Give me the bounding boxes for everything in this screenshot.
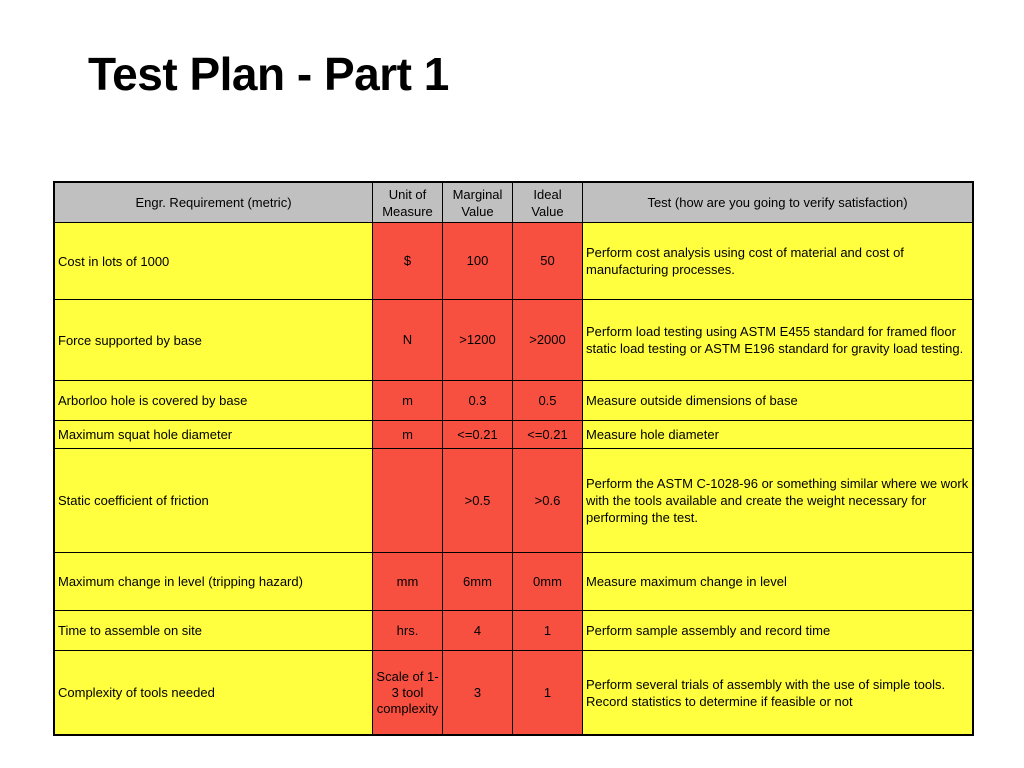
marginal-cell: 4 [443,611,513,651]
ideal-cell: 50 [513,223,583,300]
unit-cell: $ [373,223,443,300]
requirement-cell: Maximum squat hole diameter [55,421,373,449]
unit-cell: Scale of 1-3 tool complexity [373,651,443,735]
unit-cell: mm [373,553,443,611]
marginal-cell: >0.5 [443,449,513,553]
test-cell: Measure maximum change in level [583,553,973,611]
slide-title: Test Plan - Part 1 [88,48,449,100]
marginal-cell: 0.3 [443,381,513,421]
header-test: Test (how are you going to verify satisfaction) [583,183,973,223]
header-ideal: Ideal Value [513,183,583,223]
marginal-cell: >1200 [443,300,513,381]
requirement-cell: Force supported by base [55,300,373,381]
test-cell: Perform sample assembly and record time [583,611,973,651]
test-cell: Perform cost analysis using cost of material and cost of manufacturing processes. [583,223,973,300]
table-row [55,300,973,381]
test-cell: Measure hole diameter [583,421,973,449]
test-cell: Perform several trials of assembly with the use of simple tools. Record statistics to determine if feasible or not [583,651,973,735]
test-cell: Perform the ASTM C-1028-96 or something similar where we work with the tools available and create the weight necessary for performing the test. [583,449,973,553]
table-row [55,421,973,449]
table-row [55,381,973,421]
table-row [55,651,973,735]
ideal-cell: <=0.21 [513,421,583,449]
table-header-row [55,183,973,223]
header-requirement: Engr. Requirement (metric) [55,183,373,223]
marginal-cell: 100 [443,223,513,300]
marginal-cell: 6mm [443,553,513,611]
table-row [55,449,973,553]
ideal-cell: 0mm [513,553,583,611]
requirement-cell: Arborloo hole is covered by base [55,381,373,421]
requirement-cell: Time to assemble on site [55,611,373,651]
unit-cell [373,449,443,553]
ideal-cell: 1 [513,651,583,735]
requirement-cell: Maximum change in level (tripping hazard) [55,553,373,611]
header-marginal: Marginal Value [443,183,513,223]
header-unit: Unit of Measure [373,183,443,223]
test-cell: Measure outside dimensions of base [583,381,973,421]
requirement-cell: Static coefficient of friction [55,449,373,553]
unit-cell: N [373,300,443,381]
unit-cell: m [373,421,443,449]
table-row [55,553,973,611]
unit-cell: hrs. [373,611,443,651]
table-row [55,611,973,651]
test-plan-table [54,182,973,735]
unit-cell: m [373,381,443,421]
requirement-cell: Cost in lots of 1000 [55,223,373,300]
ideal-cell: >0.6 [513,449,583,553]
test-cell: Perform load testing using ASTM E455 standard for framed floor static load testing or ASTM E196 standard for gravity load testing. [583,300,973,381]
ideal-cell: 1 [513,611,583,651]
requirement-cell: Complexity of tools needed [55,651,373,735]
ideal-cell: 0.5 [513,381,583,421]
table-row [55,223,973,300]
ideal-cell: >2000 [513,300,583,381]
marginal-cell: <=0.21 [443,421,513,449]
marginal-cell: 3 [443,651,513,735]
